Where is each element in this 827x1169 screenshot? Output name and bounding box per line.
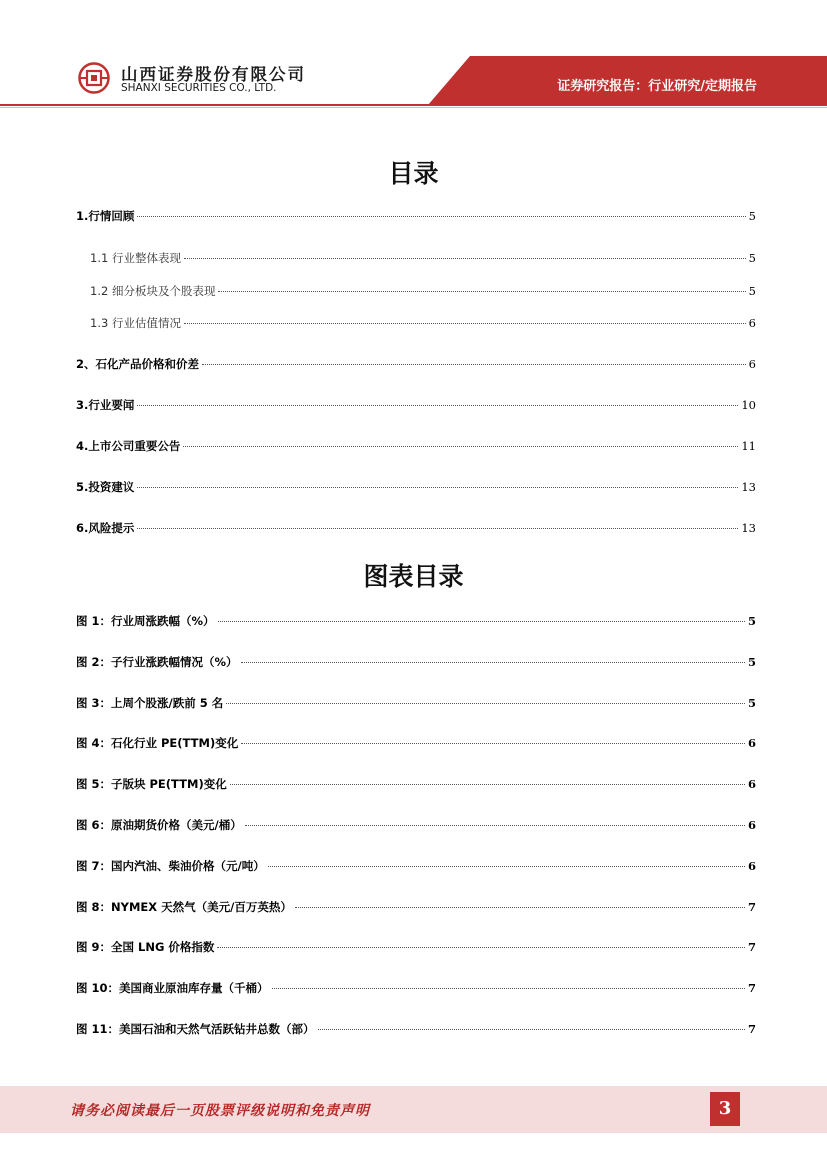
toc-item-page: 11 (741, 439, 756, 453)
figure-item-label: 图 3：上周个股涨/跌前 5 名 (76, 696, 224, 710)
toc-item[interactable] (76, 438, 756, 456)
toc-leader-dots (217, 946, 745, 948)
figure-item-page: 5 (747, 614, 756, 628)
toc-leader-dots (226, 702, 745, 704)
toc-leader-dots (184, 322, 746, 324)
figure-item[interactable] (76, 695, 756, 713)
toc-item-label: 1.3 行业估值情况 (90, 316, 181, 330)
company-name-cn: 山西证券股份有限公司 (121, 65, 306, 84)
toc-leader-dots (230, 783, 745, 785)
toc-item[interactable] (76, 397, 756, 415)
toc-leader-dots (202, 363, 746, 365)
toc-item-page: 6 (748, 316, 756, 330)
figure-item[interactable] (76, 654, 756, 672)
toc-leader-dots (137, 486, 738, 488)
toc-item-page: 13 (741, 480, 756, 494)
toc-item[interactable] (90, 315, 756, 333)
figure-item-page: 6 (747, 859, 756, 873)
toc-leader-dots (137, 404, 738, 406)
toc-item-label: 1.行情回顾 (76, 209, 135, 223)
disclaimer-notice: 请务必阅读最后一页股票评级说明和免责声明 (70, 1103, 370, 1119)
toc-leader-dots (241, 661, 745, 663)
figure-item-page: 7 (747, 1022, 756, 1036)
figure-item-page: 5 (747, 655, 756, 669)
figure-item[interactable] (76, 939, 756, 957)
toc-leader-dots (318, 1028, 745, 1030)
toc-item-page: 5 (748, 251, 756, 265)
figure-item-page: 5 (747, 696, 756, 710)
figure-item-page: 6 (747, 818, 756, 832)
toc-leader-dots (245, 824, 745, 826)
figure-item-label: 图 7：国内汽油、柴油价格（元/吨） (76, 859, 265, 873)
figure-item-page: 7 (747, 940, 756, 954)
toc-item[interactable] (76, 479, 756, 497)
figure-item-label: 图 9：全国 LNG 价格指数 (76, 940, 215, 954)
toc-item-page: 6 (748, 357, 756, 371)
figure-item-label: 图 2：子行业涨跌幅情况（%） (76, 655, 238, 669)
toc-leader-dots (241, 742, 745, 744)
company-logo-icon (78, 62, 110, 94)
page-number: 3 (710, 1092, 740, 1126)
toc-item-label: 5.投资建议 (76, 480, 135, 494)
figure-item-page: 7 (747, 900, 756, 914)
figure-item-label: 图 5：子版块 PE(TTM)变化 (76, 777, 227, 791)
toc-item[interactable] (76, 520, 756, 538)
toc-item-label: 4.上市公司重要公告 (76, 439, 181, 453)
toc-item[interactable] (76, 208, 756, 226)
report-type: 证券研究报告：行业研究/定期报告 (557, 79, 757, 94)
toc-leader-dots (137, 527, 738, 529)
figure-item-label: 图 4：石化行业 PE(TTM)变化 (76, 736, 239, 750)
figure-item[interactable] (76, 899, 756, 917)
toc-leader-dots (183, 445, 738, 447)
figure-item-label: 图 11：美国石油和天然气活跃钻井总数（部） (76, 1022, 315, 1036)
toc-leader-dots (137, 215, 745, 217)
toc-item[interactable] (76, 356, 756, 374)
figure-item-page: 7 (747, 981, 756, 995)
toc-leader-dots (295, 906, 745, 908)
figure-item-page: 6 (747, 777, 756, 791)
figure-item[interactable] (76, 735, 756, 753)
toc-item-page: 5 (748, 209, 756, 223)
toc-item-page: 13 (741, 521, 756, 535)
figure-item-label: 图 8：NYMEX 天然气（美元/百万英热） (76, 900, 292, 914)
figure-item-label: 图 1：行业周涨跌幅（%） (76, 614, 215, 628)
toc-item-page: 10 (741, 398, 756, 412)
figure-item[interactable] (76, 1021, 756, 1039)
toc-item-page: 5 (748, 284, 756, 298)
figure-item-page: 6 (747, 736, 756, 750)
figure-item[interactable] (76, 858, 756, 876)
figure-item[interactable] (76, 980, 756, 998)
toc-item[interactable] (90, 250, 756, 268)
company-name-en: SHANXI SECURITIES CO., LTD. (121, 82, 277, 94)
toc-item[interactable] (90, 283, 756, 301)
toc-leader-dots (218, 620, 745, 622)
figure-item[interactable] (76, 817, 756, 835)
figure-item-label: 图 10：美国商业原油库存量（千桶） (76, 981, 269, 995)
toc-item-label: 1.1 行业整体表现 (90, 251, 181, 265)
toc-leader-dots (184, 257, 746, 259)
toc-item-label: 6.风险提示 (76, 521, 135, 535)
page-header (0, 0, 827, 108)
toc-leader-dots (218, 290, 745, 292)
toc-title: 目录 (388, 159, 439, 188)
figures-title: 图表目录 (363, 562, 464, 591)
figure-item[interactable] (76, 613, 756, 631)
toc-item-label: 3.行业要闻 (76, 398, 135, 412)
toc-item-label: 1.2 细分板块及个股表现 (90, 284, 216, 298)
figure-item[interactable] (76, 776, 756, 794)
toc-leader-dots (272, 987, 745, 989)
figure-item-label: 图 6：原油期货价格（美元/桶） (76, 818, 242, 832)
toc-leader-dots (268, 865, 745, 867)
toc-item-label: 2、石化产品价格和价差 (76, 357, 200, 371)
